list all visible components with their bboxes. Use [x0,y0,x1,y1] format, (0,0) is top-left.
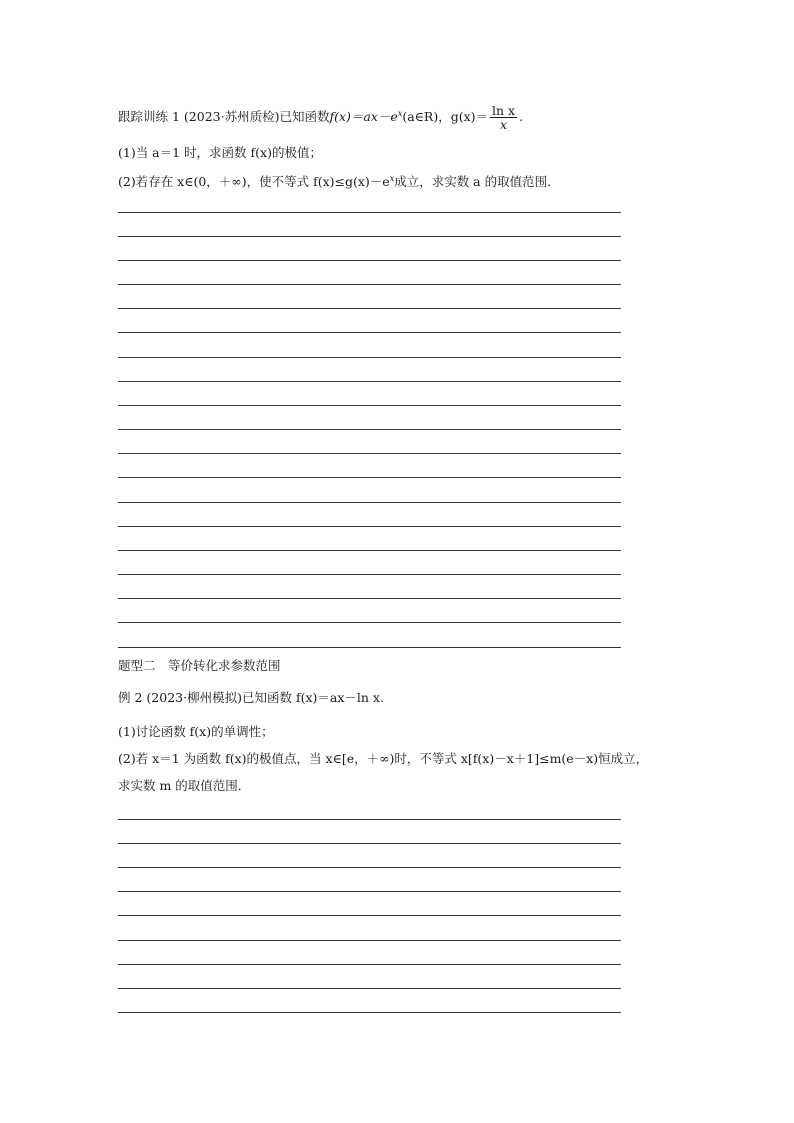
answer-line [118,574,621,575]
answer-line [118,308,621,309]
answer-line [118,332,621,333]
answer-line [118,867,621,868]
example2-statement [118,690,384,706]
answer-line [118,550,621,551]
example2-part1: (1)讨论函数 f(x)的单调性； [118,724,274,739]
answer-line [118,819,621,820]
exercise1-fraction [490,104,517,131]
exercise1-part2-sup: x [389,174,395,183]
example2-source: (2023·柳州模拟) [146,690,242,705]
example2-part2-line2: 求实数 m 的取值范围． [118,778,251,793]
answer-line [118,891,621,892]
answer-line [118,405,621,406]
exercise1-source: (2023·苏州质检) [183,109,280,124]
answer-line [118,1012,621,1013]
exercise1-end: . [519,109,524,124]
answer-line [118,236,621,237]
exercise1-part1: (1)当 a＝1 时，求函数 f(x)的极值； [118,145,322,160]
answer-line [118,429,621,430]
answer-line [118,357,621,358]
answer-line [118,381,621,382]
answer-line [118,964,621,965]
answer-line [118,598,621,599]
answer-line [118,647,621,648]
section2-title: 题型二 等价转化求参数范围 [118,658,281,673]
answer-line [118,988,621,989]
answer-line [118,940,621,941]
answer-line [118,453,621,454]
example2-label: 例 2 [118,690,143,705]
answer-line [118,212,621,213]
exercise1-part2-a: (2)若存在 x∈(0，＋∞)，使不等式 f(x)≤g(x)－e [118,174,390,189]
answer-line [118,622,621,623]
answer-line [118,915,621,916]
example2-part2-line1: (2)若 x＝1 为函数 f(x)的极值点，当 x∈[e，＋∞)时，不等式 x[f(x)－x＋1]≤m(e－x)恒成立， [118,751,649,766]
exercise1-domain: (a∈R)，g(x)＝ [402,109,489,124]
exercise1-label: 跟踪训练 1 [118,109,180,124]
answer-line [118,526,621,527]
exercise1-statement [118,104,523,131]
exercise1-f-def: f(x)＝ax－e [329,109,398,124]
exercise1-part2 [118,171,560,190]
answer-line [118,843,621,844]
exercise1-part2-b: 成立，求实数 a 的取值范围． [394,174,560,189]
answer-line [118,477,621,478]
fraction-denominator: x [500,117,508,132]
exercise1-intro: 已知函数 [279,109,330,124]
exercise1-exp: x [397,109,403,118]
answer-line [118,284,621,285]
example2-text: 已知函数 f(x)＝ax－ln x. [241,690,384,705]
answer-line [118,260,621,261]
fraction-numerator: ln x [492,103,516,118]
answer-line [118,502,621,503]
